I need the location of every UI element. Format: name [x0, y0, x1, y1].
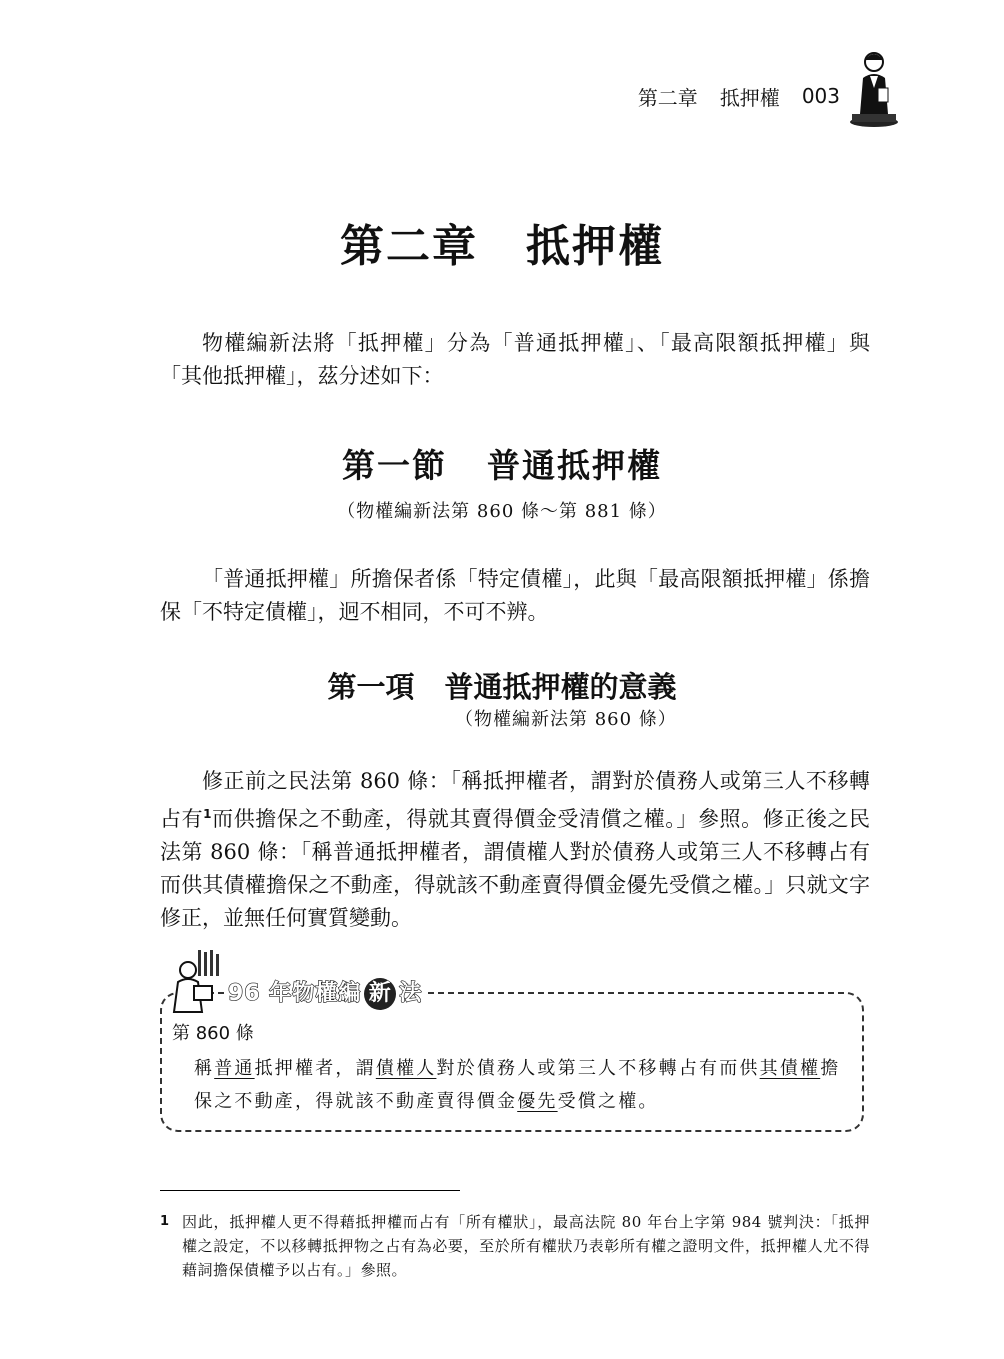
new-law-title-prefix: 96 年物權編	[228, 981, 362, 1006]
chapter-title-number: 第二章	[340, 221, 478, 272]
lawyer-figure-icon	[848, 48, 900, 128]
item-paragraph	[160, 765, 870, 935]
item-title	[0, 665, 1004, 706]
item-number: 第一項	[327, 670, 415, 704]
section-number: 第一節	[342, 446, 447, 485]
new-law-underlined-term: 其債權	[759, 1058, 821, 1079]
reader-figure-icon	[168, 948, 224, 1014]
section-paragraph-text: 「普通抵押權」所擔保者係「特定債權」，此與「最高限額抵押權」係擔保「不特定債權」，迥不相同，不可不辨。	[160, 567, 870, 624]
new-law-text-segment: 受償之權。	[557, 1091, 659, 1112]
header-topic: 抵押權	[719, 85, 780, 110]
item-paragraph-part2: 而供擔保之不動產，得就其賣得價金受清償之權。」參照。修正後之民法第 860 條：「稱普通抵押權者，謂債權人對於債務人或第三人不移轉占有而供其債權擔保之不動產，得就該不動產賣得價金優先受償之權。」只就文字修正，並無任何實質變動。	[160, 807, 871, 930]
footnote	[160, 1210, 870, 1282]
new-law-badge: 新	[364, 978, 396, 1010]
header-chapter: 第二章	[637, 85, 698, 110]
new-law-underlined-term: 優先	[517, 1091, 558, 1112]
section-name: 普通抵押權	[487, 446, 662, 485]
item-paragraph-part1: 修正前之民法第 860 條：「稱抵押權者，謂對於債務人或第三人不移轉占有	[160, 769, 870, 831]
new-law-text	[194, 1052, 854, 1118]
section-articles: （物權編新法第 860 條～第 881 條）	[337, 501, 667, 522]
item-articles: （物權編新法第 860 條）	[455, 709, 677, 730]
footnote-text: 因此，抵押權人更不得藉抵押權而占有「所有權狀」，最高法院 80 年台上字第 984 號判決：「抵押權之設定，不以移轉抵押物之占有為必要，至於所有權狀乃表彰所有權之證明文件，抵押權人尤不得藉詞擔保債權予以占有。」參照。	[182, 1213, 870, 1279]
item-paragraph-text	[160, 765, 870, 935]
new-law-text-segment: 稱	[194, 1058, 215, 1079]
section-paragraph	[160, 563, 870, 629]
item-name: 普通抵押權的意義	[444, 670, 677, 704]
new-law-box-title	[224, 976, 428, 1014]
running-header	[560, 78, 840, 114]
new-law-underlined-term: 債權人	[375, 1058, 437, 1079]
section-title	[0, 440, 1004, 487]
intro-text: 物權編新法將「抵押權」分為「普通抵押權」、「最高限額抵押權」與「其他抵押權」，茲分述如下：	[160, 331, 870, 388]
footnote-reference[interactable]: 1	[203, 807, 212, 821]
intro-paragraph	[160, 327, 870, 393]
new-law-text-segment: 抵押權者，謂	[254, 1058, 376, 1079]
new-law-article: 第 860 條	[172, 1023, 254, 1044]
new-law-text-segment: 擔保之不動產，得就該不動產賣得價金	[194, 1058, 841, 1112]
new-law-text-segment: 對於債務人或第三人不移轉占有而供	[436, 1058, 760, 1079]
footnote-mark: 1	[160, 1214, 170, 1229]
footnote-divider	[160, 1190, 460, 1191]
new-law-title-suffix: 法	[399, 981, 423, 1006]
page-number: 003	[801, 84, 840, 108]
chapter-title-topic: 抵押權	[526, 221, 664, 272]
new-law-underlined-term: 普通	[214, 1058, 255, 1079]
new-law-box-header	[168, 948, 428, 1014]
chapter-title	[0, 210, 1004, 274]
